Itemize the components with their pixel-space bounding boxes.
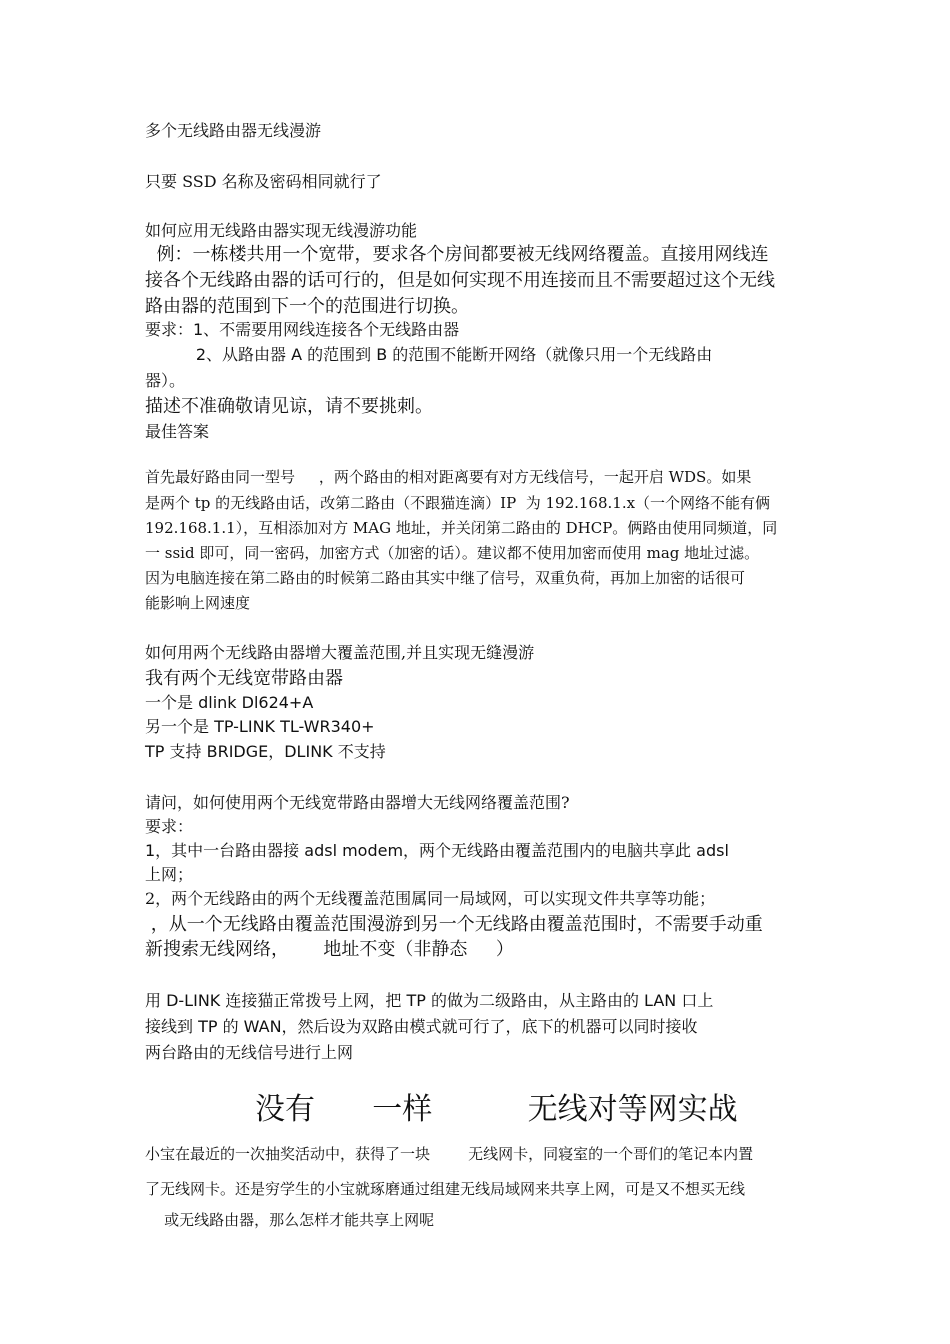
answer-line: 首先最好路由同一型号 ，两个路由的相对距离要有对方无线信号，一起开启 WDS。如果 <box>145 468 752 486</box>
question-line: 描述不准确敬请见谅，请不要挑刺。 <box>145 396 433 417</box>
section2-heading: 如何用两个无线路由器增大覆盖范围,并且实现无缝漫游 <box>145 643 535 662</box>
doc-title: 多个无线路由器无线漫游 <box>145 121 322 140</box>
question-line: 器）。 <box>145 371 186 390</box>
section2-line: TP 支持 BRIDGE，DLINK 不支持 <box>145 742 386 761</box>
question-line: 例：一栋楼共用一个宽带，要求各个房间都要被无线网络覆盖。直接用网线连 <box>145 244 769 265</box>
section3-line: ，从一个无线路由覆盖范围漫游到另一个无线路由覆盖范围时，不需要手动重 <box>145 914 763 935</box>
section4-line: 两台路由的无线信号进行上网 <box>145 1043 354 1062</box>
section4-line: 用 D-LINK 连接猫正常拨号上网，把 TP 的做为二级路由，从主路由的 LAN 口上 <box>145 991 714 1010</box>
question-line: 路由器的范围到下一个的范围进行切换。 <box>145 296 469 317</box>
section3-line: 1，其中一台路由器接 adsl modem，两个无线路由覆盖范围内的电脑共享此 adsl <box>145 841 729 860</box>
section3-line: 上网； <box>145 865 194 884</box>
section2-line: 另一个是 TP-LINK TL-WR340+ <box>145 717 375 736</box>
question-line: 接各个无线路由器的话可行的，但是如何实现不用连接而且不需要超过这个无线 <box>145 270 775 291</box>
article-title: 没有 一样 无线对等网实战 <box>255 1092 738 1127</box>
question-line: 2、从路由器 A 的范围到 B 的范围不能断开网络（就像只用一个无线路由 <box>145 345 713 364</box>
section3-line: 新搜索无线网络， 地址不变（非静态 ） <box>145 939 514 960</box>
section2-line: 一个是 dlink Dl624+A <box>145 693 314 712</box>
section2-line: 我有两个无线宽带路由器 <box>145 668 343 689</box>
ssid-note: 只要 SSD 名称及密码相同就行了 <box>145 172 382 191</box>
section4-line: 接线到 TP 的 WAN，然后设为双路由模式就可行了，底下的机器可以同时接收 <box>145 1017 698 1036</box>
question-heading: 如何应用无线路由器实现无线漫游功能 <box>145 221 418 240</box>
answer-line: 能影响上网速度 <box>145 594 251 612</box>
answer-line: 因为电脑连接在第二路由的时候第二路由其实中继了信号，双重负荷，再加上加密的话很可 <box>145 569 746 587</box>
article-line: 了无线网卡。还是穷学生的小宝就琢磨通过组建无线局域网来共享上网，可是又不想买无线 <box>145 1180 746 1198</box>
section3-line: 2，两个无线路由的两个无线覆盖范围属同一局域网，可以实现文件共享等功能； <box>145 889 716 908</box>
article-line: 或无线路由器，那么怎样才能共享上网呢 <box>145 1211 435 1229</box>
best-answer-label: 最佳答案 <box>145 422 210 441</box>
answer-line: 一 ssid 即可，同一密码，加密方式（加密的话）。建议都不使用加密而使用 mag 地址过滤。 <box>145 544 760 562</box>
section3-line: 请问，如何使用两个无线宽带路由器增大无线网络覆盖范围? <box>145 793 570 812</box>
answer-line: 192.168.1.1），互相添加对方 MAG 地址，并关闭第二路由的 DHCP。俩路由使用同频道，同 <box>145 519 778 537</box>
article-line: 小宝在最近的一次抽奖活动中，获得了一块 无线网卡，同寝室的一个哥们的笔记本内置 <box>145 1145 754 1163</box>
answer-line: 是两个 tp 的无线路由话，改第二路由（不跟猫连滴）IP 为 192.168.1.x（一个网络不能有俩 <box>145 494 771 512</box>
question-line: 要求：1、不需要用网线连接各个无线路由器 <box>145 320 460 339</box>
section3-line: 要求： <box>145 817 194 836</box>
